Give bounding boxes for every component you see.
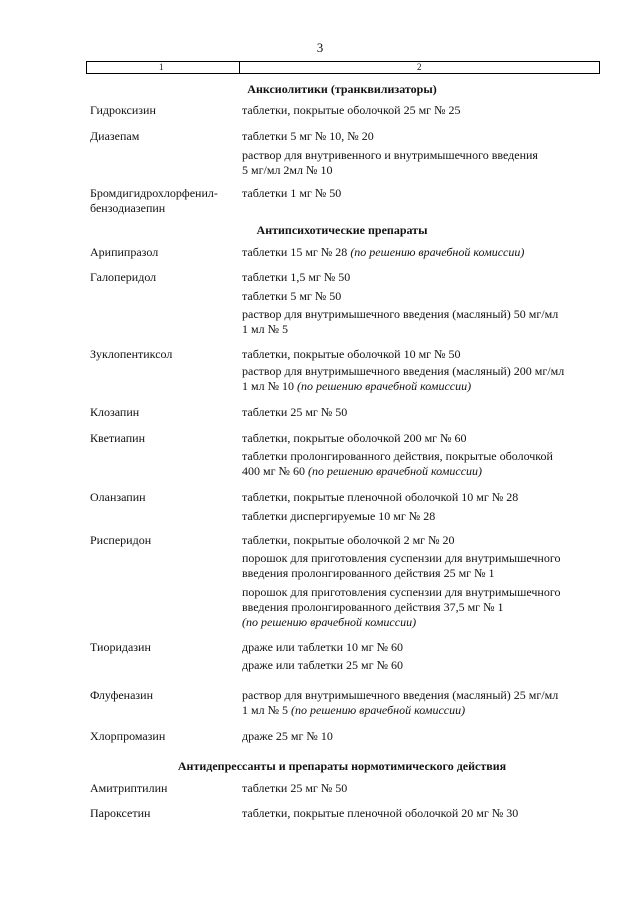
- drug-name-olanzapine: Оланзапин: [90, 490, 146, 504]
- drug-form-risperidone-2: порошок для приготовления суспензии для внутримышечного: [242, 551, 561, 565]
- drug-form-fluphenazine-1: раствор для внутримышечного введения (масляный) 25 мг/мл: [242, 688, 559, 702]
- drug-name-paroxetine: Пароксетин: [90, 806, 151, 820]
- drug-form-risperidone-3: порошок для приготовления суспензии для внутримышечного: [242, 585, 561, 599]
- drug-name-risperidone: Рисперидон: [90, 533, 152, 547]
- drug-form-hydroxyzine-1: таблетки, покрытые оболочкой 25 мг № 25: [242, 103, 461, 117]
- column-header-row: [86, 61, 600, 74]
- column-2-header: 2: [417, 62, 422, 72]
- drug-form-fluphenazine-1-text: 1 мл № 5: [242, 703, 292, 717]
- drug-form-risperidone-3-cont: введения пролонгированного действия 37,5 мг № 1: [242, 600, 504, 614]
- column-1-header: 1: [159, 62, 164, 72]
- drug-form-quetiapine-2-cont: [242, 464, 596, 479]
- drug-form-paroxetine-1: таблетки, покрытые пленочной оболочкой 20 мг № 30: [242, 806, 519, 820]
- drug-name-chlorpromazine: Хлорпромазин: [90, 729, 166, 743]
- drug-form-quetiapine-2: таблетки пролонгированного действия, покрытые оболочкой: [242, 449, 553, 463]
- commission-note: (по решению врачебной комиссии): [307, 464, 483, 478]
- drug-name-bromdihydro-2: бензодиазепин: [90, 201, 166, 215]
- drug-form-aripiprazole-text: таблетки 15 мг № 28: [242, 245, 351, 259]
- drug-name-hydroxyzine: Гидроксизин: [90, 103, 156, 117]
- drug-name-zuclopenthixol: Зуклопентиксол: [90, 347, 173, 361]
- drug-form-quetiapine-1: таблетки, покрытые оболочкой 200 мг № 60: [242, 431, 467, 445]
- drug-form-haloperidol-2: таблетки 5 мг № 50: [242, 289, 342, 303]
- drug-form-diazepam-2-cont: 5 мг/мл 2мл № 10: [242, 163, 333, 177]
- drug-form-haloperidol-1: таблетки 1,5 мг № 50: [242, 270, 351, 284]
- drug-name-amitriptyline: Амитриптилин: [90, 781, 168, 795]
- section-heading-anxiolytics: Анксиолитики (транквилизаторы): [247, 82, 437, 96]
- drug-form-haloperidol-3-cont: 1 мл № 5: [242, 322, 289, 336]
- drug-name-thioridazine: Тиоридазин: [90, 640, 151, 654]
- commission-note: (по решению врачебной комиссии): [242, 615, 417, 629]
- page-number: 3: [316, 40, 324, 55]
- section-heading-antidepressants: Антидепрессанты и препараты нормотимического действия: [177, 759, 507, 773]
- drug-name-aripiprazole: Арипипразол: [90, 245, 159, 259]
- drug-form-olanzapine-2: таблетки диспергируемые 10 мг № 28: [242, 509, 436, 523]
- drug-name-haloperidol: Галоперидол: [90, 270, 157, 284]
- drug-form-risperidone-1: таблетки, покрытые оболочкой 2 мг № 20: [242, 533, 455, 547]
- drug-form-zuclopenthixol-1: таблетки, покрытые оболочкой 10 мг № 50: [242, 347, 461, 361]
- drug-form-olanzapine-1: таблетки, покрытые пленочной оболочкой 10 мг № 28: [242, 490, 519, 504]
- drug-name-bromdihydro-1: Бромдигидрохлорфенил-: [90, 186, 218, 200]
- drug-name-fluphenazine: Флуфеназин: [90, 688, 154, 702]
- drug-form-quetiapine-2-text: 400 мг № 60: [242, 464, 308, 478]
- drug-form-zuclopenthixol-2-text: 1 мл № 10: [242, 379, 298, 393]
- section-heading-antipsychotics: Антипсихотические препараты: [256, 223, 428, 237]
- drug-name-clozapine: Клозапин: [90, 405, 140, 419]
- drug-form-diazepam-2: раствор для внутривенного и внутримышечного введения: [242, 148, 538, 162]
- drug-form-thioridazine-1: драже или таблетки 10 мг № 60: [242, 640, 404, 654]
- drug-form-diazepam-1: таблетки 5 мг № 10, № 20: [242, 129, 374, 143]
- commission-note: (по решению врачебной комиссии): [350, 245, 525, 259]
- drug-form-aripiprazole-1: [242, 245, 596, 260]
- drug-form-clozapine-1: таблетки 25 мг № 50: [242, 405, 348, 419]
- drug-name-quetiapine: Кветиапин: [90, 431, 146, 445]
- column-divider: [239, 62, 240, 73]
- commission-note: (по решению врачебной комиссии): [291, 703, 466, 717]
- drug-form-chlorpromazine-1: драже 25 мг № 10: [242, 729, 333, 743]
- drug-form-haloperidol-3: раствор для внутримышечного введения (масляный) 50 мг/мл: [242, 307, 559, 321]
- drug-form-risperidone-2-cont: введения пролонгированного действия 25 мг № 1: [242, 566, 495, 580]
- drug-form-bromdihydro-1: таблетки 1 мг № 50: [242, 186, 342, 200]
- drug-name-diazepam: Диазепам: [90, 129, 140, 143]
- drug-form-thioridazine-2: драже или таблетки 25 мг № 60: [242, 658, 404, 672]
- drug-form-amitriptyline-1: таблетки 25 мг № 50: [242, 781, 348, 795]
- drug-form-fluphenazine-1-cont: [242, 703, 596, 718]
- drug-form-zuclopenthixol-2: раствор для внутримышечного введения (масляный) 200 мг/мл: [242, 364, 565, 378]
- drug-form-zuclopenthixol-2-cont: [242, 379, 596, 394]
- commission-note: (по решению врачебной комиссии): [297, 379, 472, 393]
